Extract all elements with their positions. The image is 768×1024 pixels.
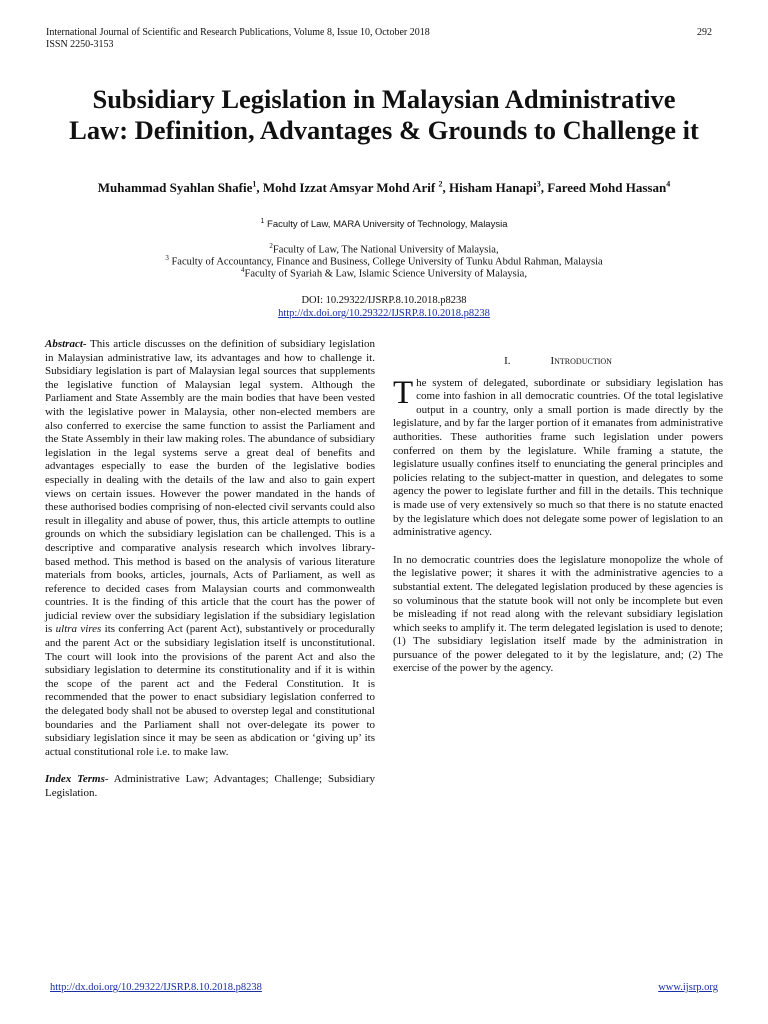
doi-link[interactable]: http://dx.doi.org/10.29322/IJSRP.8.10.2018.p8238 bbox=[278, 308, 490, 319]
title-line-1: Subsidiary Legislation in Malaysian Administrative bbox=[92, 84, 676, 114]
footer-site-link[interactable]: www.ijsrp.org bbox=[658, 982, 718, 993]
section-heading bbox=[393, 355, 723, 369]
author-1: Muhammad Syahlan Shafie$^1$, bbox=[97, 180, 263, 196]
journal-name: International Journal of Scientific and Research Publications, Volume 8, Issue 10, October 2018 bbox=[46, 27, 430, 38]
section-number: I. bbox=[504, 355, 511, 367]
author-4: Fareed Mohd Hassan$^4$ bbox=[547, 180, 671, 196]
author-list bbox=[40, 180, 728, 196]
author-3: Hisham Hanapi$^3$, bbox=[449, 180, 548, 196]
section-title: Introduction bbox=[550, 355, 612, 367]
drop-cap: T bbox=[393, 374, 414, 411]
page-number: 292 bbox=[697, 27, 712, 38]
abstract-italic-term: ultra vires bbox=[55, 623, 102, 636]
intro-paragraph-1: The system of delegated, subordinate or subsidiary legislation has come into fashion in all democratic countries. Of the total legislative output in a country, only a small portion is made directly by the legislature, and by far the larger portion of it emanates from administrative authorities. These authorities frame such legislation under powers conferred on them by the legislature. While framing a statute, the legislature usually confines itself to enunciating the general principles and policies relating to the subject-matter in question, and delegates to some agency the power to legislate further and fill in the details. This technique is made use of very extensively so much so that there is no statute enacted by the legislature which does not delegate some power of legislation to an administrative agency. bbox=[393, 374, 723, 539]
footer-doi-link[interactable]: http://dx.doi.org/10.29322/IJSRP.8.10.2018.p8238 bbox=[50, 982, 262, 993]
paper-title bbox=[40, 84, 728, 146]
abstract-label: Abstract- bbox=[45, 338, 87, 350]
running-header bbox=[46, 27, 430, 51]
right-column bbox=[393, 355, 723, 676]
index-terms: Index Terms- Administrative Law; Advantages; Challenge; Subsidiary Legislation. bbox=[45, 773, 375, 799]
doi-text: DOI: 10.29322/IJSRP.8.10.2018.p8238 bbox=[301, 295, 467, 306]
affiliation-2: $^2$Faculty of Law, The National University of Malaysia, bbox=[269, 242, 499, 256]
intro-paragraph-2: In no democratic countries does the legislature monopolize the whole of the legislative power; it shares it with the administrative agencies to a substantial extent. The delegated legislation produced by these agencies is so voluminous that the statute book will not only be incomplete but even be misleading if not read along with the relevant subsidiary legislation which seeks to amplify it. The term delegated legislation is used to denote; (1) The subsidiary legislation itself made by the administration in pursuance of the power delegated to it by the legislature, and; (2) The exercise of the power by the agency. bbox=[393, 553, 723, 675]
left-column bbox=[45, 338, 375, 801]
issn: ISSN 2250-3153 bbox=[46, 39, 114, 50]
title-line-2: Law: Definition, Advantages & Grounds to Challenge it bbox=[69, 115, 699, 145]
page-footer bbox=[50, 982, 718, 993]
affiliation-4: $^4$Faculty of Syariah & Law, Islamic Science University of Malaysia, bbox=[241, 266, 527, 280]
doi-block bbox=[40, 294, 728, 320]
index-terms-label: Index Terms bbox=[45, 773, 105, 786]
abstract: Abstract- This article discusses on the definition of subsidiary legislation in Malaysian administrative law, its advantages and how to challenge it. Subsidiary legislation is part of Malaysian legal sources that supplements the legislative function of Malaysian legal system. Although the Parliament and State Assembly are the main bodies that have been vested with the legislative power in Malaysia, other non-elected members are also conferred to exercise the same function to assist the Parliament and the State Assembly in their law making roles. The abundance of subsidiary legislation in the legal systems serve a great deal of benefits and advantages especially to ease the burden of the legislative bodies especially in dealing with the details of the law and also to gain expert views on certain issues. However the power mandated in the hands of these authorised bodies comprising of non-elected civil servants could also result in illegality and abuse of power, thus, this article attempts to outline grounds on which the subsidiary legislation can be challenged. This is a descriptive and comparative analysis research which involves library-based method. This method is based on the analysis of various literature materials from books, articles, journals, Acts of Parliament, as well as reference to decided cases from Malaysian courts and commonwealth countries. It is the finding of this article that the court has the power of judicial review over the subsidiary legislation if the subsidiary legislation is ultra vires its conferring Act (parent Act), substantively or procedurally and the parent Act or the subsidiary legislation itself is unconstitutional. The court will look into the provisions of the parent Act and also the subsidiary legislation to determine its constitutionality and if it is within the scope of the parent act and the Federal Constitution. It is recommended that the power to enact subsidiary legislation conferred to the delegated body shall not be abused to overstep legal and constitutional boundaries and the Parliament shall not over-delegate its power to subsidiary legislation since it may be seen as abdication or ‘giving up’ its actual constitutional role i.e. to make law. bbox=[45, 338, 375, 758]
affiliation-1: $^1$ Faculty of Law, MARA University of Technology, Malaysia bbox=[260, 218, 508, 231]
affiliation-3: $^3$ Faculty of Accountancy, Finance and Business, College University of Tunku Abdul Rahman, Malaysia bbox=[165, 254, 603, 268]
author-2: Mohd Izzat Amsyar Mohd Arif $^2$, bbox=[262, 180, 449, 196]
